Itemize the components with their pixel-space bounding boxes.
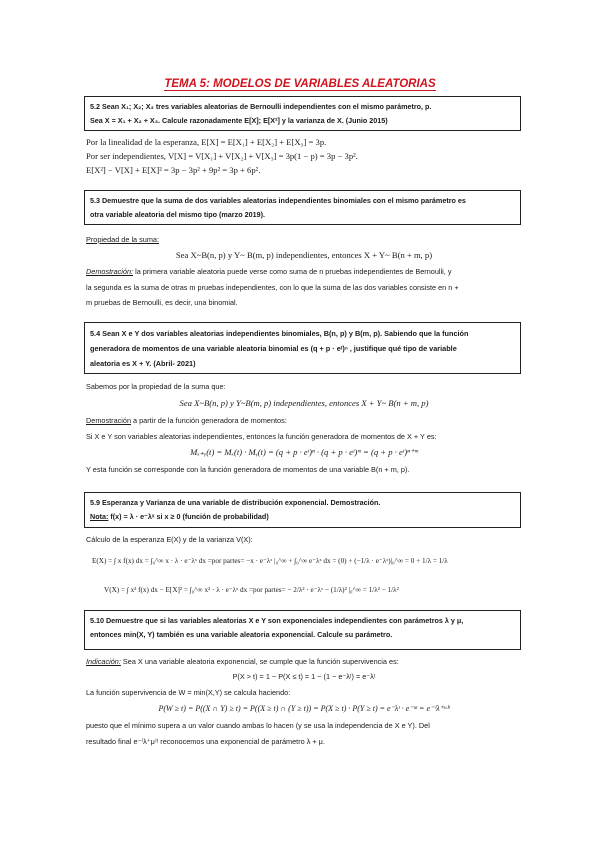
question-5-9-line-1: 5.9 Esperanza y Varianza de una variable de distribución exponencial. Demostración. xyxy=(90,498,381,507)
answer-5-4-intro: Sabemos por la propiedad de la suma que: xyxy=(86,382,226,391)
proof-5-3-line-1: Demostración: la primera variable aleatoria puede verse como suma de n pruebas independientes de Bernoulli, y xyxy=(86,267,452,276)
question-box-5-3 xyxy=(84,190,521,225)
question-5-10-line-1: 5.10 Demuestre que si las variables aleatorias X e Y son exponenciales independientes con parámetros λ y μ, xyxy=(90,616,464,625)
question-box-5-9 xyxy=(84,492,521,528)
answer-5-4-line-3: Y esta función se corresponde con la función generadora de momentos de una variable B(n + m, p). xyxy=(86,465,410,474)
question-5-3-line-1: 5.3 Demuestre que la suma de dos variables aleatorias independientes binomiales con el mismo parámetro es xyxy=(90,196,466,205)
mgf-formula: Mₓ₊ᵧ(t) = Mₓ(t) · Mᵧ(t) = (q + p · eᵗ)ⁿ · (q + p · eᵗ)ᵐ = (q + p · eᵗ)ⁿ⁺ᵐ xyxy=(190,447,418,457)
answer-5-4-formula: Sea X~B(n, p) y Y~B(m, p) independientes, entonces X + Y~ B(n + m, p) xyxy=(179,398,429,408)
question-5-3-line-2: otra variable aleatoria del mismo tipo (marzo 2019). xyxy=(90,210,265,219)
question-5-4-line-2: generadora de momentos de una variable aleatoria binomial es (q + p · eᵗ)ⁿ , justifique qué tipo de variable xyxy=(90,344,457,353)
proof-5-3-line-3: m pruebas de Bernoulli, es decir, una binomial. xyxy=(86,298,238,307)
answer-5-9-intro: Cálculo de la esperanza E(X) y de la varianza V(X): xyxy=(86,535,253,544)
variance-formula: V(X) = ∫ x² f(x) dx − E[X]² = ∫₀^∞ x² · λ · e⁻λˣ dx =por partes= − 2/λ² · e⁻λˣ − (1/λ)² |₀^∞ = 1/λ² − 1/λ² xyxy=(104,586,399,594)
question-5-10-line-2: entonces min(X, Y) también es una variable aleatoria exponencial. Calcule su parámetro. xyxy=(90,630,393,639)
sum-property-formula: Sea X~B(n, p) y Y~ B(m, p) independientes, entonces X + Y~ B(n + m, p) xyxy=(175,250,433,260)
note-label: Nota: xyxy=(90,512,109,521)
question-5-2-line-1: 5.2 Sean X₁; X₂; X₃ tres variables aleatorias de Bernoulli independientes con el mismo parámetro, p. xyxy=(90,102,432,111)
min-survival-formula: P(W ≥ t) = P((X ∩ Y) ≥ t) = P((X ≥ t) ∩ (Y ≥ t)) = P(X ≥ t) · P(Y ≥ t) = e⁻λᵗ · e⁻ᵘᵗ = e⁻⁽λ⁺ᵘ⁾ᵗ xyxy=(158,704,450,713)
expectation-formula: E(X) = ∫ x f(x) dx = ∫₀^∞ x · λ · e⁻λˣ dx =por partes= −x · e⁻λˣ |₀^∞ + ∫₀^∞ e⁻λˣ dx = (0) + (−1/λ · e⁻λˣ)|₀^∞ = 0 + 1/λ = 1/λ xyxy=(92,557,448,565)
proof-label: Demostración xyxy=(86,416,132,425)
question-5-4-line-1: 5.4 Sean X e Y dos variables aleatorias independientes binomiales, B(n, p) y B(m, p). Sabiendo que la función xyxy=(90,329,469,338)
proof-5-3-line-2: la segunda es la suma de otras m pruebas independientes, con lo que la suma de las dos variables consiste en n + xyxy=(86,283,459,292)
answer-5-10-line-3: resultado final e⁻⁽λ⁺μ⁾ᵗ reconocemos una exponencial de parámetro λ + μ. xyxy=(86,737,325,746)
proof-label: Demostración: xyxy=(86,267,134,276)
question-box-5-4 xyxy=(84,322,521,374)
sum-property-heading: Propiedad de la suma: xyxy=(86,235,160,244)
question-5-2-line-2: Sea X = X₁ + X₂ + X₃. Calcule razonadamente E[X]; E[X²] y la varianza de X. (Junio 2015) xyxy=(90,116,388,125)
page-title: TEMA 5: MODELOS DE VARIABLES ALEATORIAS xyxy=(164,78,436,90)
survival-formula: P(X > t) = 1 − P(X ≤ t) = 1 − (1 − e⁻λᵗ) = e⁻λᵗ xyxy=(232,672,376,681)
answer-5-4-line-2: Si X e Y son variables aleatorias independientes, entonces la función generadora de momentos de X + Y es: xyxy=(86,432,437,441)
answer-5-2-line-1: Por la linealidad de la esperanza, E[X] = E[X₁] + E[X₂] + E[X₃] = 3p. xyxy=(86,137,327,147)
answer-5-10-line-2: puesto que el mínimo supera a un valor cuando ambas lo hacen (y se usa la independencia de X e Y). Del xyxy=(86,721,430,730)
hint-line: Indicación: Sea X una variable aleatoria exponencial, se cumple que la función supervivencia es: xyxy=(86,657,399,666)
hint-label: Indicación: xyxy=(86,657,121,666)
answer-5-2-line-2: Por ser independientes, V[X] = V[X₁] + V[X₂] + V[X₃] = 3p(1 − p) = 3p − 3p². xyxy=(86,151,358,161)
answer-5-4-proof-line: Demostración a partir de la función generadora de momentos: xyxy=(86,416,287,425)
question-box-5-10 xyxy=(84,610,521,650)
answer-5-2-line-3: E[X²] − V[X] + E[X]² = 3p − 3p² + 9p² = 3p + 6p². xyxy=(86,165,261,175)
question-5-9-line-2: Nota: f(x) = λ · e⁻λˣ si x ≥ 0 (función de probabilidad) xyxy=(90,512,269,521)
question-box-5-2 xyxy=(84,96,521,131)
question-5-4-line-3: aleatoria es X + Y. (Abril- 2021) xyxy=(90,359,196,368)
answer-5-10-line-1: La función supervivencia de W = min(X,Y) se calcula haciendo: xyxy=(86,688,291,697)
